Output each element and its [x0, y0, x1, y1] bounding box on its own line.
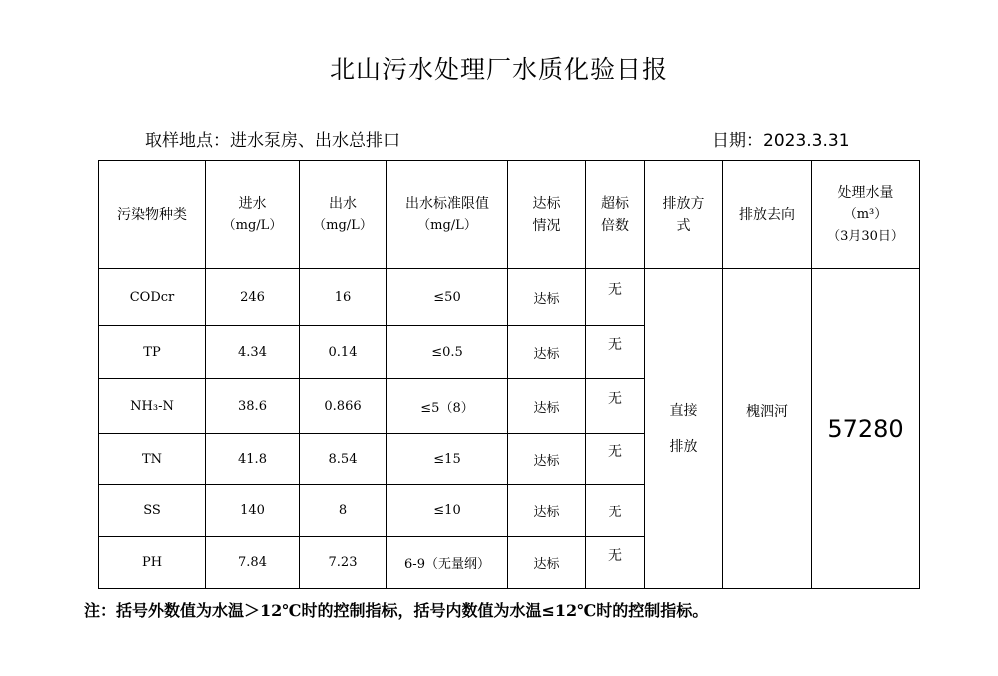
- compliance-status: 达标: [508, 485, 586, 537]
- influent-value: 246: [206, 269, 300, 326]
- header-volume: 处理水量 （m³） （3月30日）: [812, 161, 920, 269]
- effluent-value: 8.54: [300, 434, 387, 485]
- header-discharge-method: 排放方 式: [645, 161, 723, 269]
- compliance-status: 达标: [508, 326, 586, 379]
- header-compliance: 达标 情况: [508, 161, 586, 269]
- effluent-value: 16: [300, 269, 387, 326]
- effluent-value: 7.23: [300, 537, 387, 589]
- exceed-value: 无: [586, 485, 645, 537]
- pollutant-name: SS: [99, 485, 206, 537]
- limit-value: ≤0.5: [387, 326, 508, 379]
- header-effluent: 出水 （mg/L）: [300, 161, 387, 269]
- header-influent: 进水 （mg/L）: [206, 161, 300, 269]
- sampling-location: 取样地点：进水泵房、出水总排口: [145, 131, 400, 151]
- influent-value: 7.84: [206, 537, 300, 589]
- pollutant-name: TP: [99, 326, 206, 379]
- compliance-status: 达标: [508, 269, 586, 326]
- exceed-value: 无: [586, 379, 645, 434]
- footnote: 注：括号外数值为水温＞12℃时的控制指标，括号内数值为水温≤12℃时的控制指标。: [84, 601, 709, 620]
- limit-value: ≤15: [387, 434, 508, 485]
- exceed-value: 无: [586, 537, 645, 589]
- exceed-value: 无: [586, 434, 645, 485]
- pollutant-name: PH: [99, 537, 206, 589]
- limit-value: ≤50: [387, 269, 508, 326]
- pollutant-name: TN: [99, 434, 206, 485]
- influent-value: 140: [206, 485, 300, 537]
- influent-value: 41.8: [206, 434, 300, 485]
- volume-cell: 57280: [812, 269, 920, 589]
- discharge-dest-cell: 槐泗河: [723, 269, 812, 589]
- water-quality-table: [98, 160, 920, 589]
- header-exceed: 超标 倍数: [586, 161, 645, 269]
- pollutant-name: CODcr: [99, 269, 206, 326]
- limit-value: 6-9（无量纲）: [387, 537, 508, 589]
- table-row: [99, 269, 920, 326]
- compliance-status: 达标: [508, 537, 586, 589]
- exceed-value: 无: [586, 269, 645, 326]
- limit-value: ≤5（8）: [387, 379, 508, 434]
- exceed-value: 无: [586, 326, 645, 379]
- influent-value: 38.6: [206, 379, 300, 434]
- compliance-status: 达标: [508, 379, 586, 434]
- limit-value: ≤10: [387, 485, 508, 537]
- discharge-method-cell: 直接 排放: [645, 269, 723, 589]
- effluent-value: 8: [300, 485, 387, 537]
- effluent-value: 0.14: [300, 326, 387, 379]
- header-row: [99, 161, 920, 269]
- report-date: 日期：2023.3.31: [712, 131, 850, 151]
- report-title: 北山污水处理厂水质化验日报: [329, 55, 668, 84]
- pollutant-name: NH₃-N: [99, 379, 206, 434]
- compliance-status: 达标: [508, 434, 586, 485]
- header-pollutant: 污染物种类: [99, 161, 206, 269]
- effluent-value: 0.866: [300, 379, 387, 434]
- header-discharge-dest: 排放去向: [723, 161, 812, 269]
- influent-value: 4.34: [206, 326, 300, 379]
- header-limit: 出水标准限值 （mg/L）: [387, 161, 508, 269]
